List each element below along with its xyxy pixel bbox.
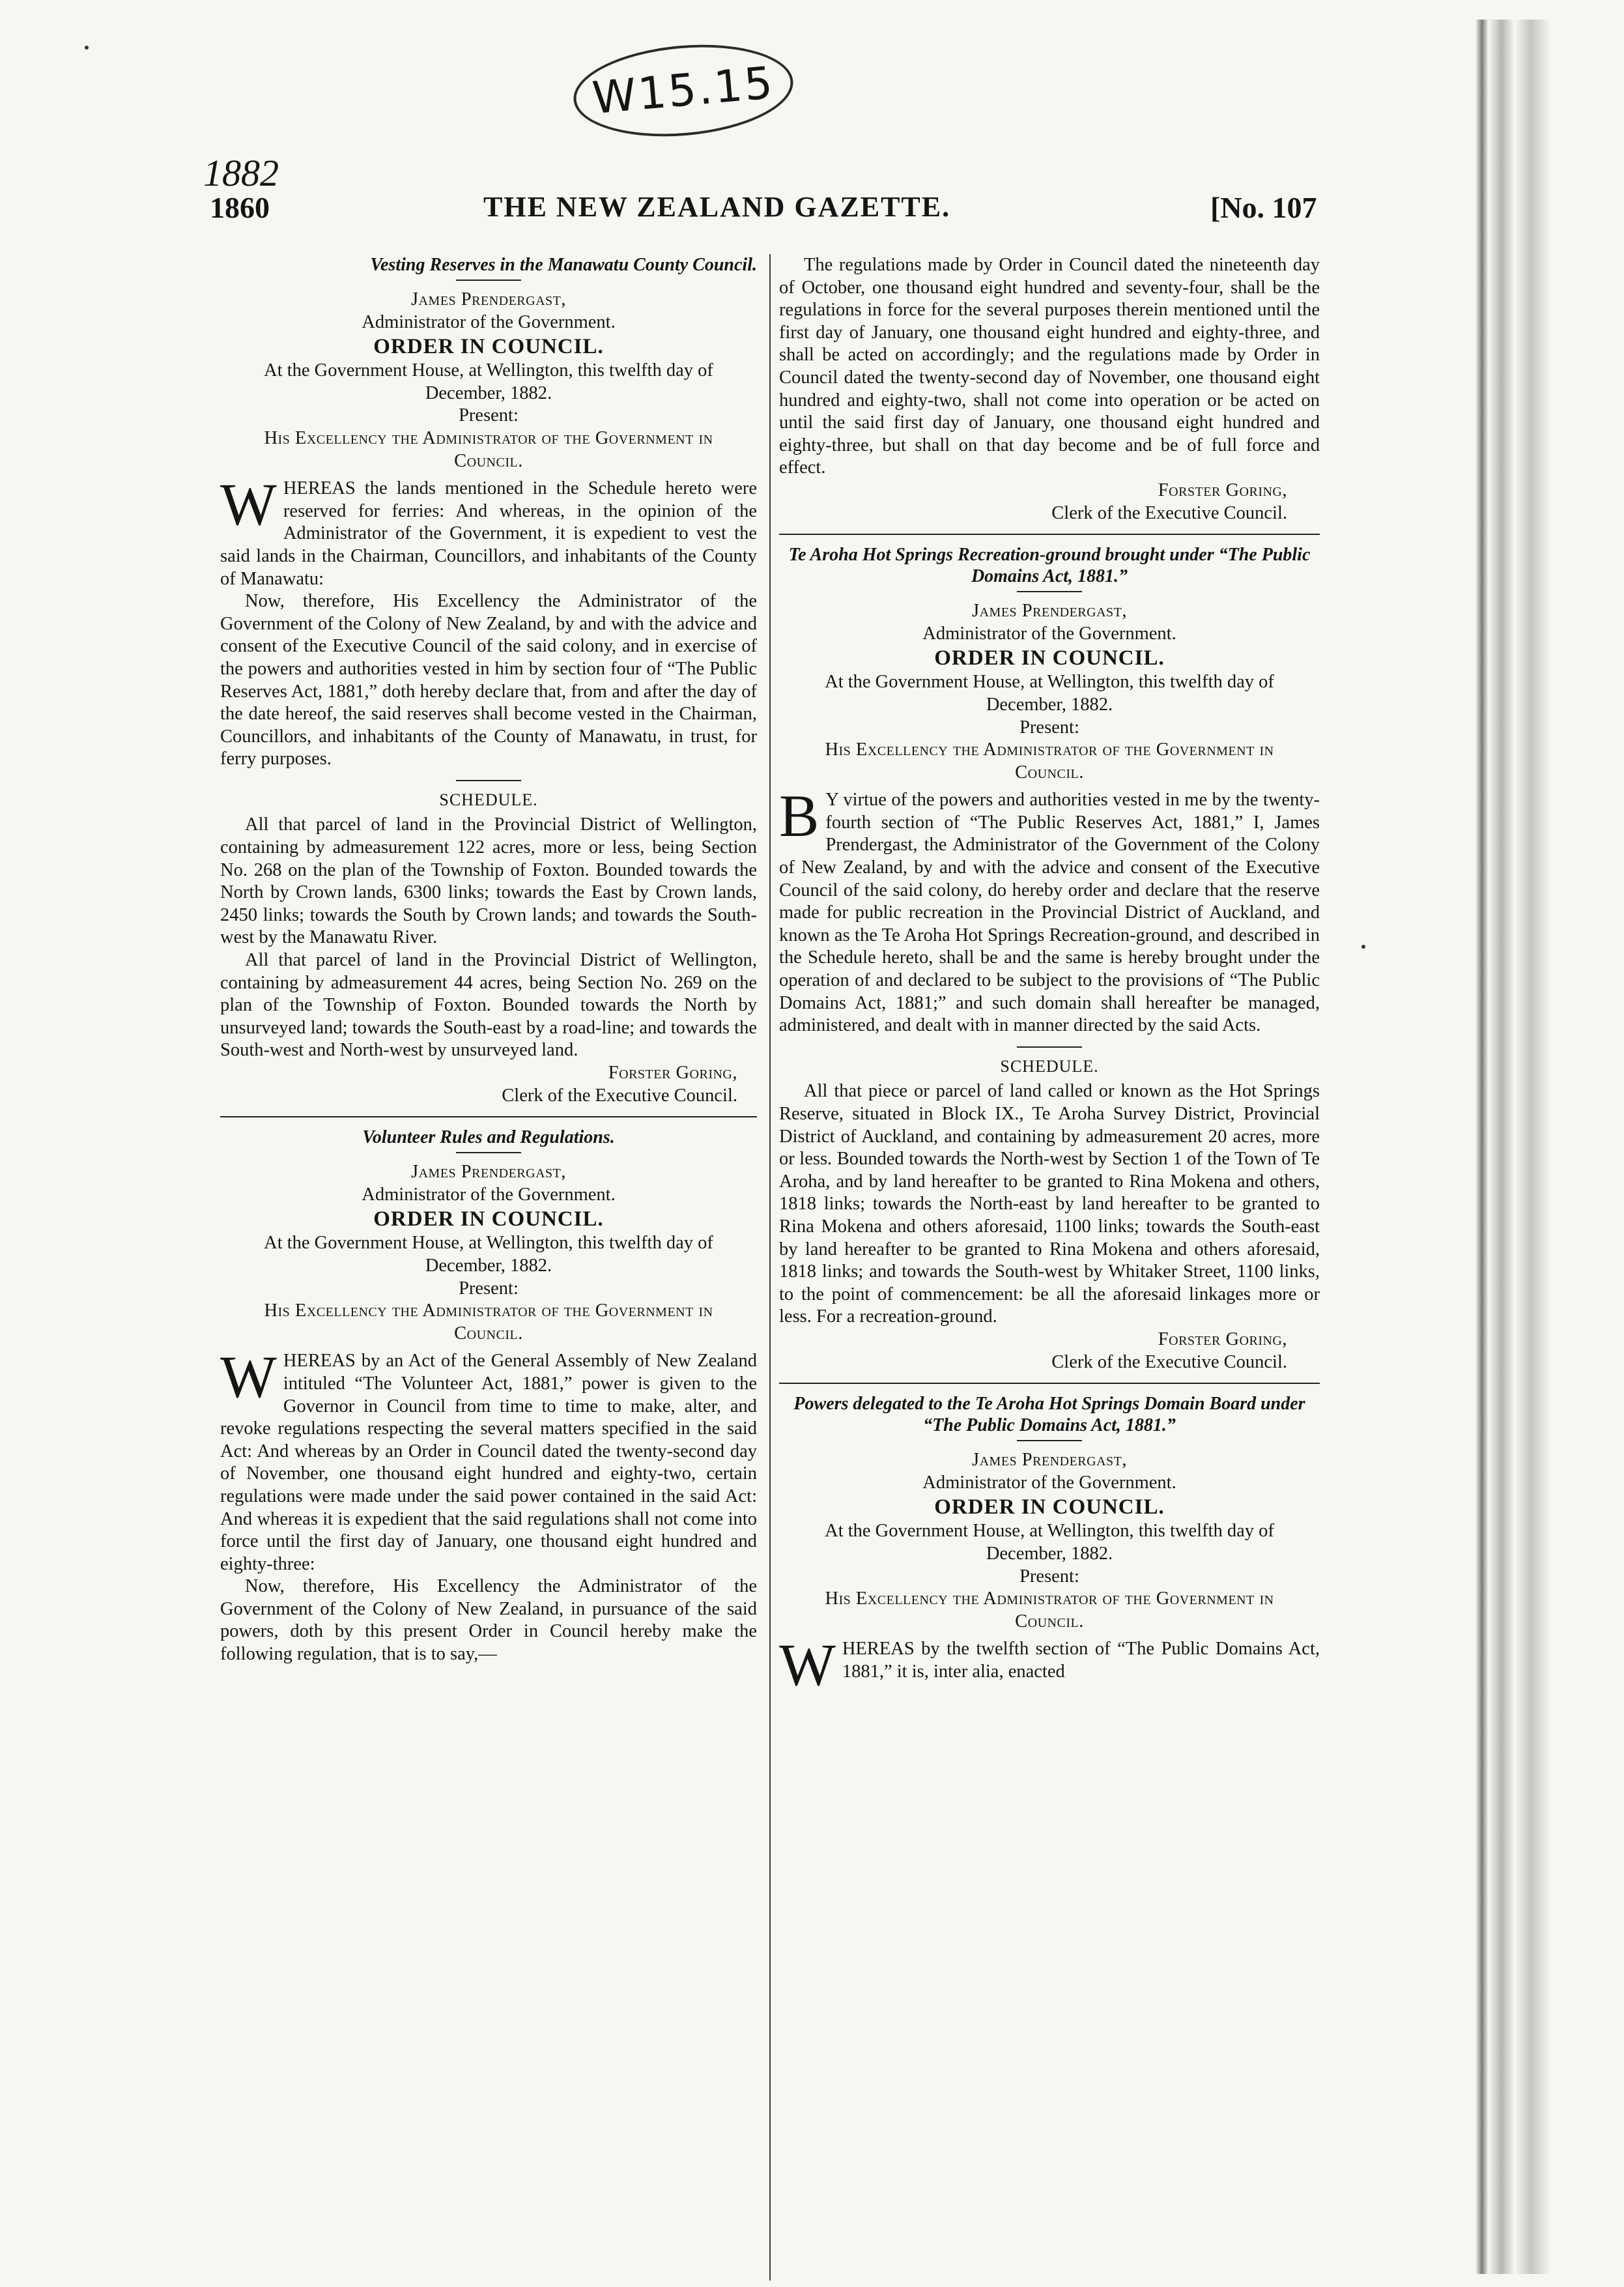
- order-in-council-title: ORDER IN COUNCIL.: [934, 646, 1165, 670]
- notice-heading: Volunteer Rules and Regulations.: [362, 1127, 615, 1148]
- administrator-role: Administrator of the Government.: [922, 1472, 1176, 1493]
- section-rule: [779, 1383, 1320, 1384]
- page-number: 1860: [210, 191, 270, 224]
- continued-regulation-paragraph: The regulations made by Order in Council dated the nineteenth day of October, one thousand eight hundred and seventy-four, shall be the regulations in force for the several purposes therein mentioned until the first day of January, one thousand eight hundred and eighty-three, and shall be acted on accordingly; and the regulations made by Order in Council dated the twenty-second day of November, one thousand eight hundred and eighty-two, shall not come into operation or be acted on until the said first day of January, one thousand eight hundred and eighty-three, but shall on that day become and be of full force and effect.: [779, 255, 1320, 478]
- drop-cap: W: [779, 1632, 836, 1699]
- administrator-name: James Prendergast,: [972, 601, 1127, 622]
- notice-heading: Vesting Reserves in the Manawatu County Council.: [370, 255, 757, 275]
- administrator-role: Administrator of the Government.: [922, 623, 1176, 644]
- excellency-line: His Excellency the Administrator of the Government in Council.: [264, 1301, 713, 1344]
- excellency-line: His Excellency the Administrator of the Government in Council.: [825, 1589, 1274, 1632]
- administrator-name: James Prendergast,: [411, 1162, 566, 1183]
- present-label: Present:: [459, 1278, 519, 1299]
- gazette-title: THE NEW ZEALAND GAZETTE.: [483, 191, 951, 223]
- present-label: Present:: [1019, 1566, 1079, 1587]
- handwritten-year: 1882: [203, 152, 279, 194]
- notice-heading: Te Aroha Hot Springs Recreation-ground brought under “The Public Domains Act, 1881.”: [788, 545, 1311, 587]
- binding-edge: [1475, 20, 1550, 2274]
- notice-te-aroha-recreation-ground: [779, 544, 1320, 1374]
- now-therefore-paragraph: Now, therefore, His Excellency the Administrator of the Government of the Colony of New Zealand, in pursuance of the said powers, doth by this present Order in Council hereby make the following regulation, that is to say,—: [220, 1576, 757, 1665]
- order-in-council-title: ORDER IN COUNCIL.: [373, 335, 604, 359]
- schedule-paragraph: All that piece or parcel of land called or known as the Hot Springs Reserve, situated in Block IX., Te Aroha Survey District, Provincial District of Auckland, and containing by admeasurement 20 acres, more or less. Bounded towards the North-west by Section 1 of the Town of Te Aroha, and by land hereafter to be granted to Rina Mokena and others, 1818 links; towards the North-east by land hereafter to be granted to Rina Mokena and others aforesaid, 1100 links; towards the South-east by land hereafter to be granted to Rina Mokena and others aforesaid, 1818 links; and towards the South-west by Whitaker Street, 1100 links, to the point of commencement: be all the aforesaid linkages more or less. For a recreation-ground.: [779, 1081, 1320, 1327]
- archive-stamp-text: W15.15: [590, 57, 776, 124]
- present-label: Present:: [459, 405, 519, 426]
- excellency-line: His Excellency the Administrator of the Government in Council.: [264, 427, 713, 471]
- divider: [1017, 1440, 1082, 1441]
- signatory-title: Clerk of the Executive Council.: [1051, 502, 1287, 523]
- schedule-heading: SCHEDULE.: [1000, 1056, 1099, 1076]
- place-date: At the Government House, at Wellington, this twelfth day of December, 1882.: [264, 360, 713, 403]
- place-date: At the Government House, at Wellington, this twelfth day of December, 1882.: [825, 672, 1274, 715]
- administrator-name: James Prendergast,: [411, 289, 566, 309]
- archive-stamp: [570, 36, 797, 145]
- excellency-line: His Excellency the Administrator of the Government in Council.: [825, 740, 1274, 783]
- drop-cap: W: [220, 1344, 277, 1411]
- administrator-name: James Prendergast,: [972, 1450, 1127, 1471]
- notice-te-aroha-domain-board: [779, 1393, 1320, 1699]
- administrator-role: Administrator of the Government.: [362, 1184, 616, 1205]
- drop-cap: B: [779, 783, 819, 850]
- whereas-paragraph: WHEREAS the lands mentioned in the Schedule hereto were reserved for ferries: And whereas, in the opinion of the Administrator of the Government, it is expedient to vest the said lands in the Chairman, Councillors, and inhabitants of the County of Manawatu:: [220, 471, 757, 589]
- notice-volunteer-rules: [220, 1127, 757, 1665]
- divider: [456, 1152, 521, 1153]
- signatory-name: Forster Goring,: [608, 1063, 737, 1083]
- place-date: At the Government House, at Wellington, this twelfth day of December, 1882.: [825, 1521, 1274, 1564]
- place-date: At the Government House, at Wellington, this twelfth day of December, 1882.: [264, 1233, 713, 1276]
- whereas-paragraph: WHEREAS by an Act of the General Assembly of New Zealand intituled “The Volunteer Act, 1881,” power is given to the Governor in Council from time to time to make, alter, and revoke regulations respecting the several matters specified in the said Act: And whereas by an Order in Council dated the twenty-second day of November, one thousand eight hundred and eighty-two, certain regulations were made under the said power contained in the said Act: And whereas it is expedient that the said regulations shall not come into force until the first day of January, one thousand eight hundred and eighty-three:: [220, 1344, 757, 1574]
- issue-number: [No. 107: [1210, 191, 1317, 224]
- signatory-title: Clerk of the Executive Council.: [1051, 1351, 1287, 1372]
- notice-heading: Powers delegated to the Te Aroha Hot Springs Domain Board under “The Public Domains Act, 1881.”: [793, 1394, 1305, 1436]
- schedule-heading: SCHEDULE.: [439, 790, 538, 809]
- order-in-council-title: ORDER IN COUNCIL.: [373, 1207, 604, 1231]
- by-virtue-paragraph: B Y virtue of the powers and authorities vested in me by the twenty-fourth section of “The Public Reserves Act, 1881,” I, James Prendergast, the Administrator of the Government of the Colony of New Zealand, by and with the advice and consent of the Executive Council of the said colony, do hereby order and declare that the reserve made for public recreation in the Provincial District of Auckland, and known as the Te Aroha Hot Springs Recreation-ground, and described in the Schedule hereto, shall be and the same is hereby brought under the operation of and declared to be subject to the provisions of “The Public Domains Act, 1881;” and such domain shall hereafter be managed, administered, and dealt with in manner directed by the said Acts.: [779, 783, 1320, 1036]
- speck: [85, 46, 89, 50]
- administrator-role: Administrator of the Government.: [362, 311, 616, 332]
- divider: [1017, 591, 1082, 592]
- signatory-name: Forster Goring,: [1158, 480, 1287, 500]
- divider: [456, 780, 521, 781]
- column-divider: [769, 254, 771, 2280]
- drop-cap: W: [220, 471, 277, 538]
- now-therefore-paragraph: Now, therefore, His Excellency the Administrator of the Government of the Colony of New Zealand, by and with the advice and consent of the Executive Council of the said colony, and in exercise of the powers and authorities vested in him by section four of “The Public Reserves Act, 1881,” doth hereby declare that, from and after the day of the date hereof, the said reserves shall become vested in the Chairman, Councillors, and inhabitants of the County of Manawatu, in trust, for ferry purposes.: [220, 591, 757, 770]
- speck: [1361, 945, 1365, 949]
- left-column: [220, 254, 757, 1666]
- whereas-paragraph: WHEREAS by the twelfth section of “The Public Domains Act, 1881,” it is, inter alia, enacted: [779, 1632, 1320, 1699]
- divider: [456, 280, 521, 281]
- section-rule: [220, 1116, 757, 1117]
- divider: [1017, 1046, 1082, 1048]
- section-rule: [779, 534, 1320, 535]
- present-label: Present:: [1019, 717, 1079, 738]
- schedule-paragraph: All that parcel of land in the Provincial District of Wellington, containing by admeasurement 122 acres, more or less, being Section No. 268 on the plan of the Township of Foxton. Bounded towards the North by Crown lands, 6300 links; towards the East by Crown lands, 2450 links; towards the South by Crown lands; and towards the South-west by the Manawatu River.: [220, 814, 757, 948]
- notice-manawatu-reserves: [220, 254, 757, 1107]
- schedule-paragraph: All that parcel of land in the Provincial District of Wellington, containing by admeasurement 44 acres, being Section No. 269 on the plan of the Township of Foxton. Bounded towards the North by unsurveyed land; towards the South-east by a road-line; and towards the South-west and North-west by unsurveyed land.: [220, 950, 757, 1061]
- right-column: [779, 254, 1320, 1699]
- signatory-name: Forster Goring,: [1158, 1329, 1287, 1349]
- signatory-title: Clerk of the Executive Council.: [502, 1085, 737, 1106]
- order-in-council-title: ORDER IN COUNCIL.: [934, 1495, 1165, 1519]
